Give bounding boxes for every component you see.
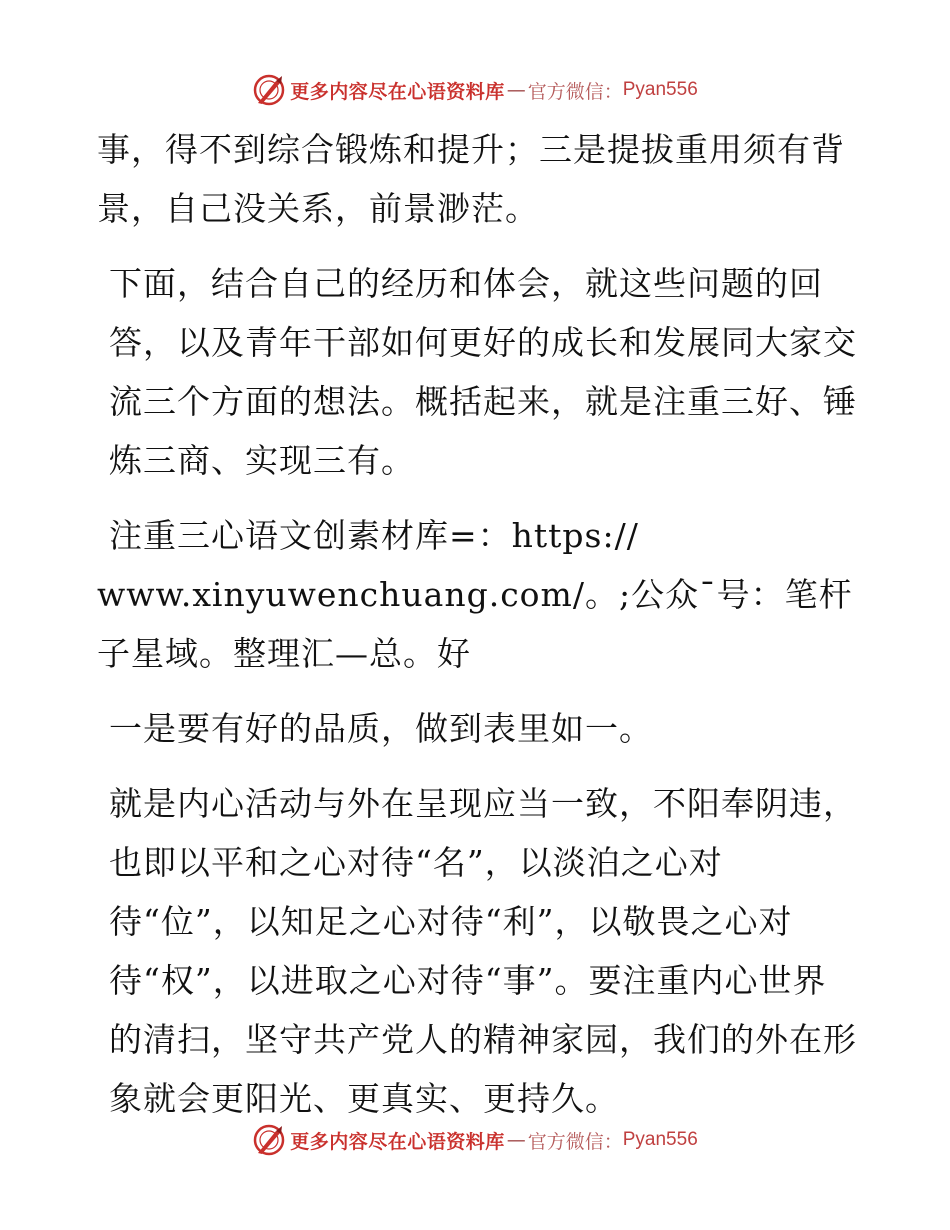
quill-pen-icon xyxy=(252,1123,286,1157)
footer-official-label: 官方微信： xyxy=(527,1130,623,1153)
paragraph-5: 就是内心活动与外在呈现应当一致，不阳奉阴违，也即以平和之心对待“名”，以淡泊之心对待“位”，以知足之心对待“利”，以敬畏之心对待“权”，以进取之心对待“事”。要注重内心世界的清扫，坚守共产党人的精神家园，我们的外在形象就会更阳光、更真实、更持久。 xyxy=(109,784,857,1118)
footer-promo-text: 更多内容尽在心语资料库 xyxy=(290,1130,505,1153)
footer-wechat-handle: Pyan556 xyxy=(622,1129,698,1150)
header-official-label: 官方微信： xyxy=(527,80,623,103)
header-wechat-handle: Pyan556 xyxy=(622,79,698,100)
paragraph-3-continuation: www.xinyuwenchuang.com/。;公众¯号：笔杆子星域。整理汇—总。好 xyxy=(97,575,853,673)
header-promo-text: 更多内容尽在心语资料库 xyxy=(290,80,505,103)
paragraph-4: 一是要有好的品质，做到表里如一。 xyxy=(109,709,653,748)
header-banner xyxy=(0,70,950,110)
paragraph-1: 事，得不到综合锻炼和提升；三是提拔重用须有背景，自己没关系，前景渺茫。 xyxy=(97,130,845,228)
paragraph-2: 下面，结合自己的经历和体会，就这些问题的回答，以及青年干部如何更好的成长和发展同大家交流三个方面的想法。概括起来，就是注重三好、锤炼三商、实现三有。 xyxy=(109,264,857,480)
footer-banner xyxy=(0,1120,950,1160)
header-dash: — xyxy=(506,79,526,101)
document-body xyxy=(97,120,857,1144)
quill-pen-icon xyxy=(252,73,286,107)
footer-dash: — xyxy=(506,1129,526,1151)
paragraph-3-url-line: 注重三心语文创素材库=：https:// xyxy=(109,516,639,555)
